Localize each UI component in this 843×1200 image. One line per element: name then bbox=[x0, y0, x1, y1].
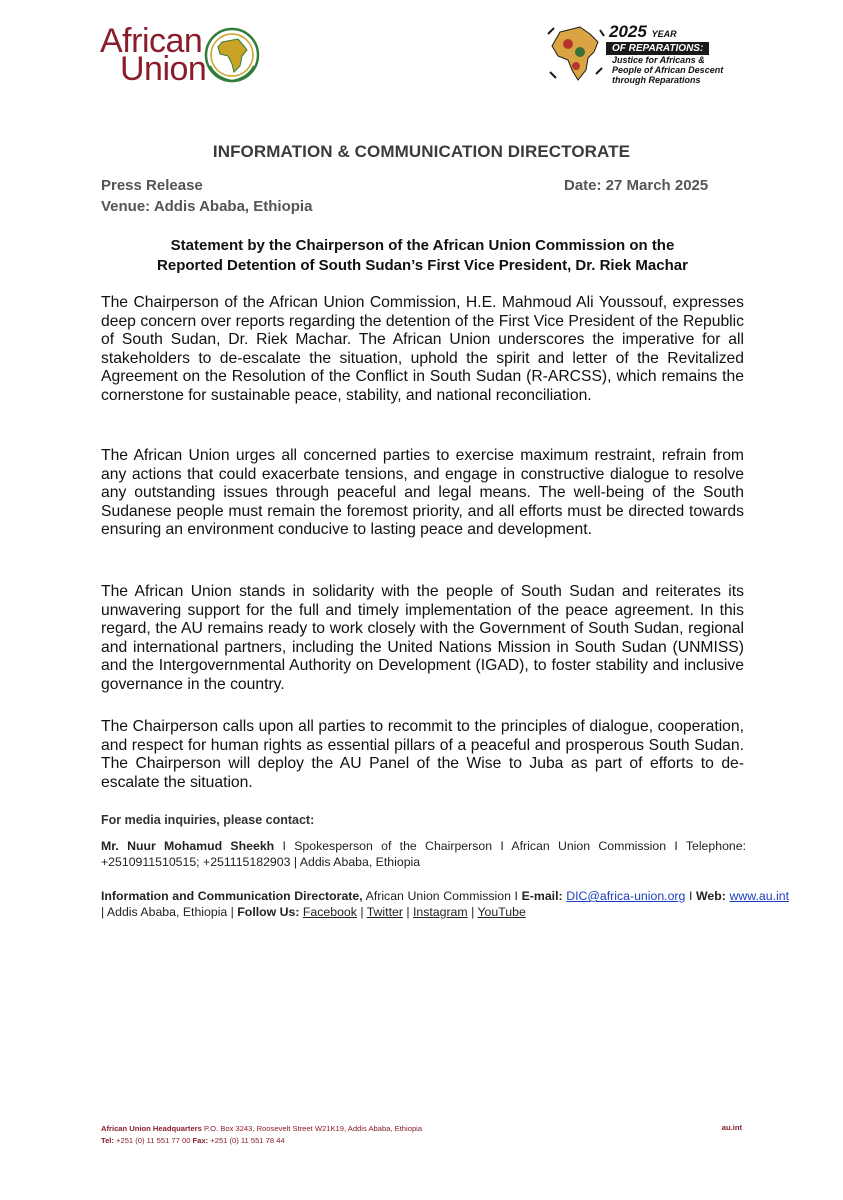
contact-details: I Spokesperson of the Chairperson I African Union Commission I Telephone: +2510911510515; +251115182903 | Addis Ababa, Ethiopia bbox=[101, 839, 747, 869]
body-paragraph-2: The African Union urges all concerned parties to exercise maximum restraint, refrain from any actions that could exacerbate tensions, and engage in constructive dialogue to resolve any outstanding issues through peaceful and legal means. The well-being of the South Sudanese people must remain the foremost priority, and all efforts must be directed towards ensuring an environment conducive to lasting peace and development. bbox=[101, 447, 744, 538]
directorate-heading: INFORMATION & COMMUNICATION DIRECTORATE bbox=[212, 142, 631, 161]
email-link[interactable]: DIC@africa-union.org bbox=[566, 889, 686, 903]
reparations-year: 2025 YEAR bbox=[609, 22, 677, 41]
hq-label: African Union Headquarters bbox=[101, 1124, 202, 1133]
body-paragraph-1: The Chairperson of the African Union Commission, H.E. Mahmoud Ali Youssouf, expresses deep concern over reports regarding the detention of the First Vice President of the Republic of South Sudan, Dr. Riek Machar. The African Union underscores the imperative for all stakeholders to de-escalate the situation, uphold the spirit and letter of the Revitalized Agreement on the Resolution of the Conflict in South Sudan (R-ARCSS), which remains the cornerstone for sustainable peace, stability, and national reconciliation. bbox=[101, 294, 744, 404]
youtube-link[interactable]: YouTube bbox=[477, 905, 526, 919]
twitter-link[interactable]: Twitter bbox=[366, 905, 403, 919]
logo-word-african: African bbox=[100, 22, 203, 60]
reparations-tagline: Justice for Africans & People of African Descent through Reparations bbox=[612, 55, 724, 85]
hq-address: P.O. Box 3243, Roosevelt Street W21K19, Addis Ababa, Ethiopia bbox=[201, 1124, 423, 1133]
page-footer bbox=[101, 1123, 422, 1147]
body-paragraph-4: The Chairperson calls upon all parties to recommit to the principles of dialogue, cooperation, and respect for human rights as essential pillars of a peaceful and prosperous South Sudan. The Chairperson will deploy the AU Panel of the Wise to Juba as part of efforts to de-escalate the situation. bbox=[101, 718, 744, 791]
media-inquiries-heading: For media inquiries, please contact: bbox=[101, 813, 315, 827]
au-emblem-icon bbox=[202, 26, 266, 86]
footer-site-link[interactable]: au.int bbox=[721, 1123, 742, 1132]
tel-label: Tel: bbox=[101, 1136, 114, 1145]
spokesperson-contact bbox=[101, 838, 746, 870]
fax-label: Fax: bbox=[192, 1136, 209, 1145]
venue-label: Venue: bbox=[101, 198, 151, 215]
instagram-link[interactable]: Instagram bbox=[412, 905, 468, 919]
statement-title bbox=[100, 236, 745, 276]
body-paragraph-3: The African Union stands in solidarity with the people of South Sudan and reiterates its unwavering support for the full and timely implementation of the peace agreement. In this regard, the AU remains ready to work closely with the Government of South Sudan, regional and international partners, including the United Nations Mission in South Sudan (UNMISS) and the Intergovernmental Authority on Development (IGAD), to foster stability and inclusive governance in the country. bbox=[101, 583, 744, 693]
venue-line bbox=[101, 198, 312, 215]
african-union-logo bbox=[100, 22, 270, 88]
press-release-label: Press Release bbox=[101, 177, 203, 194]
title-line-2: Reported Detention of South Sudan’s First Vice President, Dr. Riek Machar bbox=[157, 257, 688, 274]
year-of-reparations-logo bbox=[546, 22, 796, 86]
website-link[interactable]: www.au.int bbox=[729, 889, 789, 903]
logo-word-union: Union bbox=[120, 50, 207, 88]
directorate-info: Information and Communication Directorate, African Union Commission I E-mail: DIC@africa-union.org I Web: www.au.int | Addis Ababa, Ethiopia | Follow Us: Facebook | Twitter | Instagram | YouTube bbox=[101, 889, 789, 919]
facebook-link[interactable]: Facebook bbox=[302, 905, 357, 919]
fax-number: +251 (0) 11 551 78 44 bbox=[208, 1136, 285, 1145]
tel-number: +251 (0) 11 551 77 00 bbox=[113, 1136, 193, 1145]
title-line-1: Statement by the Chairperson of the African Union Commission on the bbox=[170, 237, 675, 254]
email-label: E-mail: bbox=[521, 889, 563, 903]
web-label: Web: bbox=[696, 889, 726, 903]
reparations-bar: OF REPARATIONS: bbox=[606, 42, 709, 55]
info-org: Information and Communication Directorate, bbox=[101, 889, 363, 903]
contact-name: Mr. Nuur Mohamud Sheekh bbox=[101, 839, 275, 853]
release-date: Date: 27 March 2025 bbox=[564, 177, 709, 194]
venue-value: Addis Ababa, Ethiopia bbox=[153, 198, 313, 215]
follow-us-label: Follow Us: bbox=[237, 905, 300, 919]
africa-map-icon bbox=[546, 22, 606, 86]
